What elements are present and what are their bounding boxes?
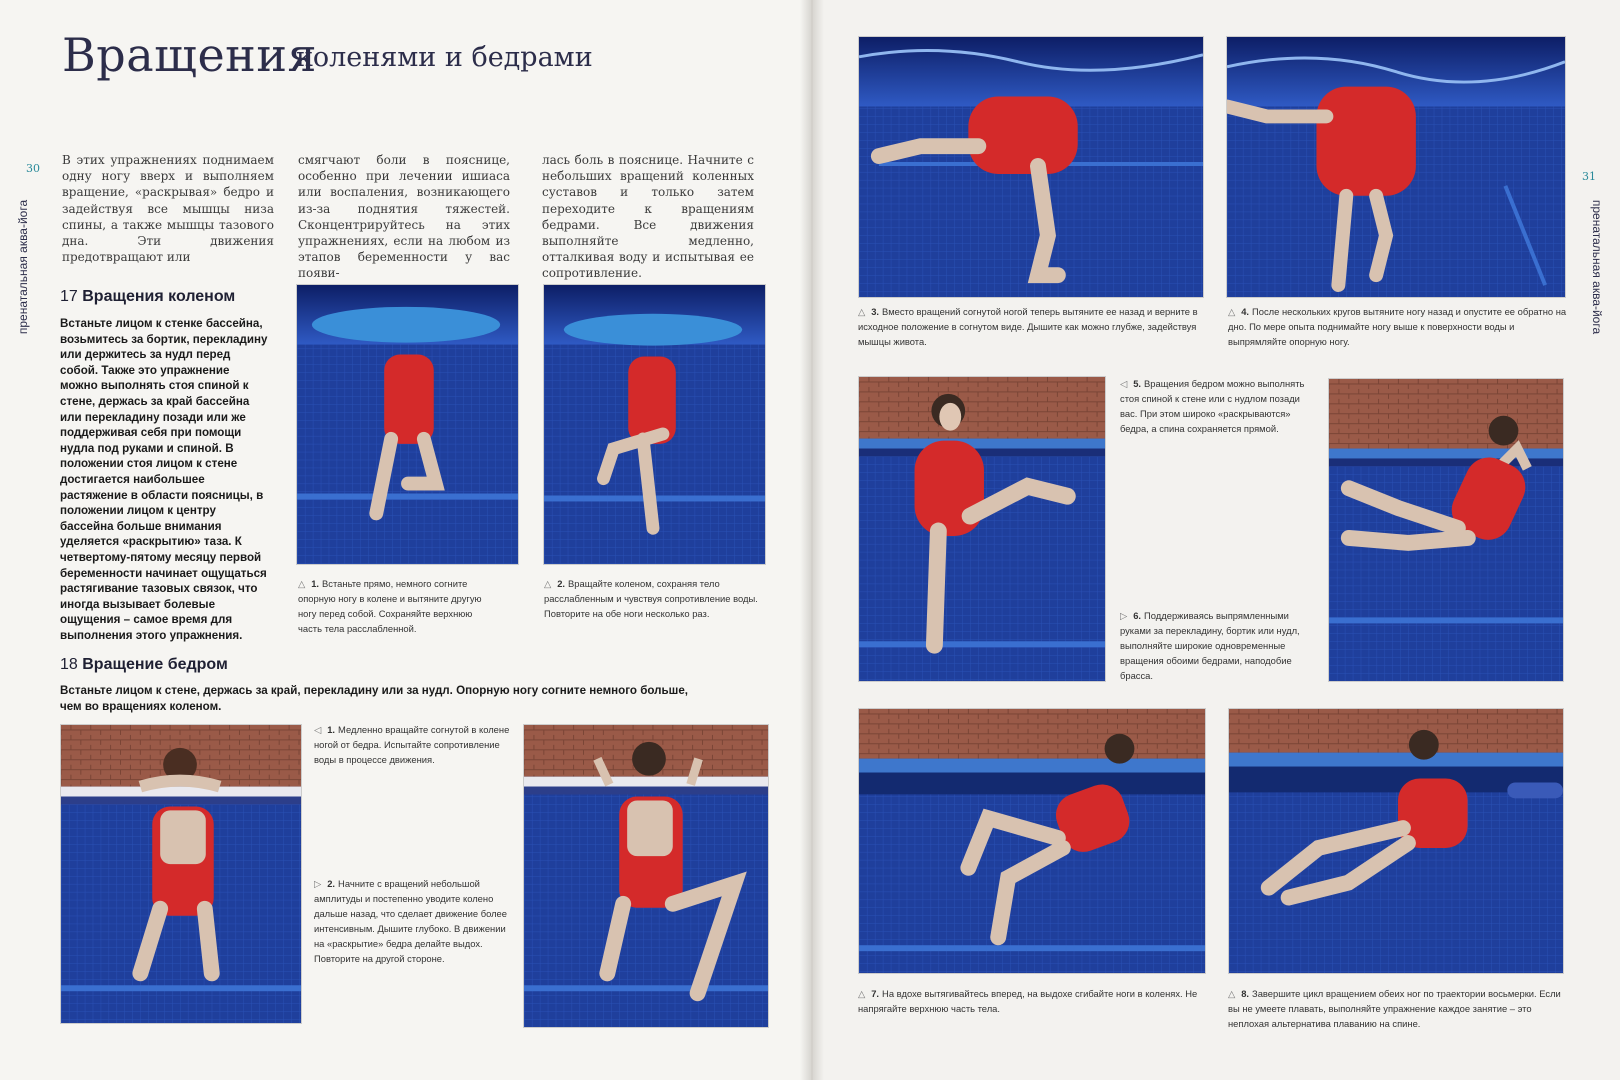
triangle-right-icon: ▷ bbox=[1120, 610, 1128, 621]
triangle-up-icon: △ bbox=[858, 988, 866, 999]
photo-18-2 bbox=[523, 724, 769, 1028]
section-17-heading bbox=[60, 288, 235, 306]
section-18-body: Встаньте лицом к стене, держась за край, перекладину или за нудл. Опорную ногу согните немного больше, чем во вращениях коленом. bbox=[60, 684, 688, 713]
photo-7 bbox=[858, 708, 1206, 974]
triangle-left-icon: ◁ bbox=[1120, 378, 1128, 389]
section-18-number: 18 bbox=[60, 656, 78, 673]
caption-6: ▷ 6. Поддерживаясь выпрямленными руками за перекладину, бортик или нудл, выполняйте широкие одновременные вращения обоими бедрами, наподобие брасса. bbox=[1120, 610, 1300, 681]
page-subtitle: коленями и бедрами bbox=[296, 42, 593, 73]
photo-18-1 bbox=[60, 724, 302, 1024]
section-17-number: 17 bbox=[60, 288, 78, 305]
caption-18-2: ▷ 2. Начните с вращений небольшой амплитуды и постепенно уводите колено дальше назад, что сделает движение более интенсивным. Дышите глубоко. В движении на «раскрытие» бедра делайте выдох. Повторите на другой стороне. bbox=[314, 878, 507, 964]
section-18-heading bbox=[60, 656, 228, 674]
caption-4: △ 4. После нескольких кругов вытяните ногу назад и опустите ее обратно на дно. По мере опыта поднимайте ногу выше к поверхности воды и выпрямляйте опорную ногу. bbox=[1228, 306, 1567, 347]
caption-5: ◁ 5. Вращения бедром можно выполнять стоя спиной к стене или с нудлом позади вас. При этом широко «раскрываются» бедра, а спина сохраняется прямой. bbox=[1120, 378, 1305, 434]
caption-3: △ 3. Вместо вращений согнутой ногой теперь вытяните ее назад и верните в исходное положение в согнутом виде. Дышите как можно глубже, задействуя мышцы живота. bbox=[858, 306, 1198, 347]
caption-7: △ 7. На вдохе вытягивайтесь вперед, на выдохе сгибайте ноги в коленях. Не напрягайте верхнюю часть тела. bbox=[858, 988, 1198, 1014]
section-18-title: Вращение бедром bbox=[82, 656, 228, 673]
photo-17-2 bbox=[543, 284, 766, 565]
triangle-up-icon: △ bbox=[858, 306, 866, 317]
photo-6 bbox=[1328, 378, 1564, 682]
photo-3 bbox=[858, 36, 1204, 298]
photo-5 bbox=[858, 376, 1106, 682]
triangle-right-icon: ▷ bbox=[314, 878, 322, 889]
photo-4 bbox=[1226, 36, 1566, 298]
intro-column-3: лась боль в пояснице. Начните с небольших вращений коленных суставов и только затем переходите к вращениям бедрами. Все движения выполняйте медленно, отталкивая воду и испытывая ее сопротивление. bbox=[542, 153, 754, 281]
caption-8: △ 8. Завершите цикл вращением обеих ног по траектории восьмерки. Если вы не умеете плавать, выполняйте упражнение каждое занятие – это неплохая альтернатива плаванию на спине. bbox=[1228, 988, 1561, 1029]
caption-17-2: △ 2. Вращайте коленом, сохраняя тело расслабленным и чувствуя сопротивление воды. Повторите на обе ноги несколько раз. bbox=[544, 578, 758, 619]
caption-17-1: △ 1. Встаньте прямо, немного согните опорную ногу в колене и вытяните другую ногу перед собой. Сохраняйте верхнюю часть тела расслабленной. bbox=[298, 578, 482, 634]
page-number-right: 31 bbox=[1582, 170, 1596, 183]
triangle-up-icon: △ bbox=[1228, 988, 1236, 999]
intro-column-2: смягчают боли в пояснице, особенно при лечении ишиаса или воспаления, возникающего из-за поднятия тяжестей. Сконцентрируйтесь на этих упражнениях, если на любом из этапов беременности у вас появи- bbox=[298, 153, 510, 281]
intro-column-1: В этих упражнениях поднимаем одну ногу вверх и выполняем вращение, «раскрывая» бедро и задействуя все мышцы низа спины, а также мышцы тазового дна. Эти движения предотвращают или bbox=[62, 153, 274, 265]
side-label-right: пренатальная аква-йога bbox=[1590, 199, 1605, 335]
section-17-title: Вращения коленом bbox=[82, 288, 236, 305]
side-label-left: пренатальная аква-йога bbox=[16, 199, 31, 335]
page-number-left: 30 bbox=[26, 162, 40, 175]
triangle-up-icon: △ bbox=[1228, 306, 1236, 317]
triangle-left-icon: ◁ bbox=[314, 724, 322, 735]
book-gutter bbox=[800, 0, 824, 1080]
photo-8 bbox=[1228, 708, 1564, 974]
section-17-body: Встаньте лицом к стенке бассейна, возьмитесь за бортик, перекладину или держитесь за нудл перед собой. Также это упражнение можно выполнять стоя спиной к стене, держась за край бассейна или перекладину позади или же поддерживая себя при помощи нудла под руками и спиной. В положении стоя лицом к стене достигается наибольшее растяжение в области поясницы, в положении лицом к центру бассейна больше внимания уделяется «раскрытию» таза. К четвертому-пятому месяцу первой беременности начинает ощущаться растягивание тазовых связок, что иногда вызывает болевые ощущения – самое время для выполнения этого упражнения. bbox=[60, 317, 268, 642]
page-title: Вращения bbox=[62, 28, 318, 82]
triangle-up-icon: △ bbox=[544, 578, 552, 589]
photo-17-1 bbox=[296, 284, 519, 565]
triangle-up-icon: △ bbox=[298, 578, 306, 589]
caption-18-1: ◁ 1. Медленно вращайте согнутой в колене ногой от бедра. Испытайте сопротивление воды в процессе движения. bbox=[314, 724, 510, 765]
